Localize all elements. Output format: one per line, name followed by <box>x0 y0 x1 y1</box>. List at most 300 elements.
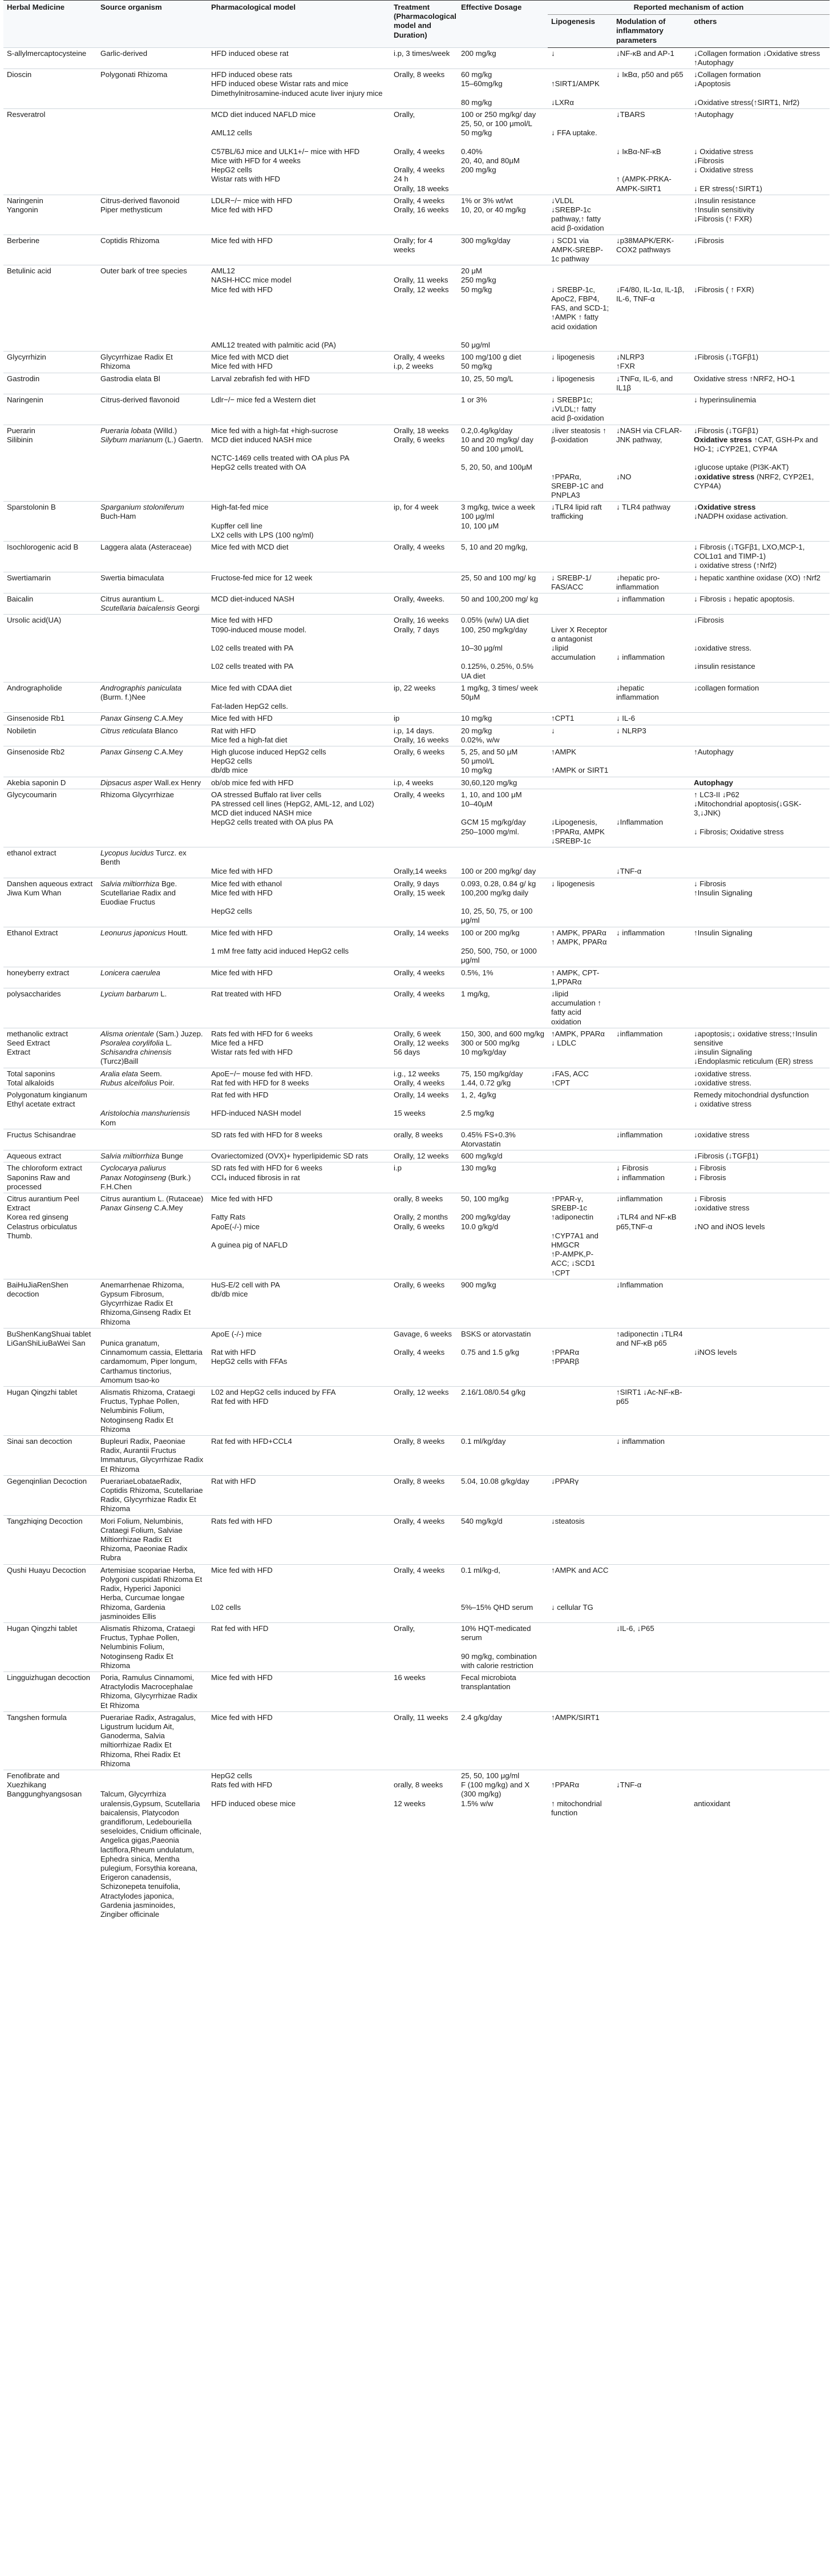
cell-source: Aralia elata Seem. Rubus alceifolius Poir. <box>97 1068 208 1089</box>
cell-others <box>690 1711 830 1770</box>
cell-treatment: Orally, 4 weeks i.p, 2 weeks <box>390 352 458 373</box>
cell-inflammatory: ↓TNF-α <box>613 847 690 878</box>
cell-others: ↓Collagen formation ↓Oxidative stress ↑Autophagy <box>690 47 830 68</box>
cell-medicine: Nobiletin <box>3 725 97 746</box>
cell-medicine: Gastrodin <box>3 373 97 394</box>
cell-dosage: 5, 25, and 50 μM 50 μmol/L 10 mg/kg <box>458 746 548 777</box>
cell-dosage: 20 mg/kg 0.02%, w/w <box>458 725 548 746</box>
cell-source: Panax Ginseng C.A.Mey <box>97 713 208 725</box>
table-row <box>3 1068 830 1089</box>
cell-source: Alismatis Rhizoma, Crataegi Fructus, Typhae Pollen, Nelumbinis Folium, Notoginseng Radix Et Rhizoma <box>97 1622 208 1671</box>
cell-source: Bupleuri Radix, Paeoniae Radix, Aurantii Fructus Immaturus, Glycyrrhizae Radix Et Rhizoma <box>97 1436 208 1476</box>
cell-source: Swertia bimaculata <box>97 572 208 593</box>
cell-model: Rat with HFD Mice fed a high-fat diet <box>208 725 390 746</box>
cell-medicine: Hugan Qingzhi tablet <box>3 1622 97 1671</box>
cell-source: Lycium barbarum L. <box>97 988 208 1028</box>
cell-medicine: Lingguizhugan decoction <box>3 1671 97 1711</box>
cell-model: Mice fed with HFD <box>208 713 390 725</box>
cell-medicine: Danshen aqueous extract Jiwa Kum Whan <box>3 878 97 927</box>
cell-medicine: Isochlorogenic acid B <box>3 541 97 572</box>
cell-lipogenesis: ↓ <box>548 725 613 746</box>
cell-treatment <box>390 394 458 425</box>
cell-inflammatory: ↓ inflammation <box>613 927 690 967</box>
cell-model: Mice fed with HFD <box>208 235 390 265</box>
cell-medicine: Tangshen formula <box>3 1711 97 1770</box>
cell-medicine: Tangzhiqing Decoction <box>3 1515 97 1564</box>
cell-inflammatory: ↓ IκBα, p50 and p65 <box>613 69 690 109</box>
cell-inflammatory <box>613 541 690 572</box>
cell-treatment: i.p, 3 times/week <box>390 47 458 68</box>
table-row <box>3 69 830 109</box>
cell-inflammatory: ↓inflammation ↓TLR4 and NF-κB p65,TNF-α <box>613 1193 690 1279</box>
cell-inflammatory <box>613 1564 690 1622</box>
cell-model: High glucose induced HepG2 cells HepG2 cells db/db mice <box>208 746 390 777</box>
cell-model: ApoE (-/-) mice Rat with HFD HepG2 cells with FFAs <box>208 1328 390 1386</box>
cell-dosage: 20 μM 250 mg/kg 50 mg/kg 50 μg/ml <box>458 265 548 352</box>
cell-treatment: 16 weeks <box>390 1671 458 1711</box>
cell-medicine: Citrus aurantium Peel Extract Korea red ginseng Celastrus orbiculatus Thumb. <box>3 1193 97 1279</box>
cell-lipogenesis <box>548 1279 613 1328</box>
cell-lipogenesis: ↓ SREBP-1c, ApoC2, FBP4, FAS, and SCD-1; ↑AMPK ↑ fatty acid oxidation <box>548 265 613 352</box>
cell-dosage: BSKS or atorvastatin 0.75 and 1.5 g/kg <box>458 1328 548 1386</box>
cell-inflammatory <box>613 1475 690 1515</box>
cell-medicine: Dioscin <box>3 69 97 109</box>
cell-others: ↓ Fibrosis (↓TGFβ1, LXO,MCP-1, COL1α1 and TIMP-1) ↓ oxidative stress (↑Nrf2) <box>690 541 830 572</box>
cell-source: Citrus-derived flavonoid <box>97 394 208 425</box>
cell-source <box>97 615 208 682</box>
cell-model: MCD diet-induced NASH <box>208 593 390 614</box>
cell-model: Mice fed with HFD L02 cells <box>208 1564 390 1622</box>
header-treatment: Treatment (Pharmacological model and Duration) <box>390 1 458 48</box>
cell-inflammatory: ↓p38MAPK/ERK-COX2 pathways <box>613 235 690 265</box>
cell-lipogenesis: ↓ <box>548 47 613 68</box>
cell-medicine: Sinai san decoction <box>3 1436 97 1476</box>
cell-model: Ldlr−/− mice fed a Western diet <box>208 394 390 425</box>
cell-inflammatory: ↑SIRT1 ↓Ac-NF-κB-p65 <box>613 1387 690 1436</box>
table-row <box>3 373 830 394</box>
cell-dosage: 50 and 100,200 mg/ kg <box>458 593 548 614</box>
cell-model: Mice fed with HFD <box>208 1671 390 1711</box>
cell-medicine: polysaccharides <box>3 988 97 1028</box>
cell-medicine: Fructus Schisandrae <box>3 1129 97 1150</box>
cell-dosage: 0.2,0.4g/kg/day 10 and 20 mg/kg/ day 50 and 100 μmol/L 5, 20, 50, and 100μM <box>458 425 548 502</box>
cell-others <box>690 1279 830 1328</box>
header-dosage: Effective Dosage <box>458 1 548 48</box>
table-row <box>3 1193 830 1279</box>
cell-lipogenesis: ↓ lipogenesis <box>548 878 613 927</box>
cell-lipogenesis: ↑ AMPK, PPARα ↑ AMPK, PPARα <box>548 927 613 967</box>
cell-source: Punica granatum, Cinnamomum cassia, Elettaria cardamomum, Piper longum, Carthamus tinctorius, Amomum tsao-ko <box>97 1328 208 1386</box>
cell-dosage: 60 mg/kg 15–60mg/kg 80 mg/kg <box>458 69 548 109</box>
cell-lipogenesis <box>548 1129 613 1150</box>
cell-model: Mice fed with HFD Fatty Rats ApoE(-/-) mice A guinea pig of NAFLD <box>208 1193 390 1279</box>
cell-model: Mice fed with ethanol Mice fed with HFD HepG2 cells <box>208 878 390 927</box>
cell-source: Gastrodia elata Bl <box>97 373 208 394</box>
cell-medicine: Qushi Huayu Decoction <box>3 1564 97 1622</box>
table-row <box>3 746 830 777</box>
cell-lipogenesis: ↑PPARα ↑PPARβ <box>548 1328 613 1386</box>
table-header <box>3 1 830 48</box>
table-row <box>3 265 830 352</box>
table-row <box>3 1671 830 1711</box>
header-model: Pharmacological model <box>208 1 390 48</box>
cell-inflammatory: ↓ IL-6 <box>613 713 690 725</box>
cell-others <box>690 967 830 988</box>
cell-inflammatory <box>613 1150 690 1162</box>
cell-inflammatory: ↑adiponectin ↓TLR4 and NF-κB p65 <box>613 1328 690 1386</box>
cell-dosage: 5.04, 10.08 g/kg/day <box>458 1475 548 1515</box>
header-lipogenesis: Lipogenesis <box>548 15 613 48</box>
cell-treatment: Orally, 4 weeks <box>390 1564 458 1622</box>
cell-model: Rat fed with HFD HFD-induced NASH model <box>208 1089 390 1129</box>
cell-others <box>690 1387 830 1436</box>
cell-lipogenesis: ↑AMPK/SIRT1 <box>548 1711 613 1770</box>
table-row <box>3 235 830 265</box>
cell-others: ↓oxidative stress <box>690 1129 830 1150</box>
cell-inflammatory <box>613 1711 690 1770</box>
cell-treatment: Orally, 16 weeks Orally, 7 days <box>390 615 458 682</box>
cell-medicine: Fenofibrate and Xuezhikang Banggunghyangsosan <box>3 1770 97 1920</box>
cell-model: Rats fed with HFD <box>208 1515 390 1564</box>
cell-source: Andrographis paniculata (Burm. f.)Nee <box>97 682 208 713</box>
cell-medicine: Resveratrol <box>3 109 97 195</box>
cell-inflammatory: ↓TNFα, IL-6, and IL1β <box>613 373 690 394</box>
cell-source: Salvia miltiorrhiza Bge. Scutellariae Radix and Euodiae Fructus <box>97 878 208 927</box>
cell-source: Coptidis Rhizoma <box>97 235 208 265</box>
cell-treatment: Orally, 6 weeks <box>390 1279 458 1328</box>
cell-inflammatory: ↓NLRP3 ↑FXR <box>613 352 690 373</box>
cell-source: Laggera alata (Asteraceae) <box>97 541 208 572</box>
cell-others: ↑Autophagy ↓ Oxidative stress ↓Fibrosis ↓ Oxidative stress ↓ ER stress(↑SIRT1) <box>690 109 830 195</box>
cell-others: Remedy mitochondrial dysfunction ↓ oxidative stress <box>690 1089 830 1129</box>
table-row <box>3 1436 830 1476</box>
cell-treatment: Orally, 6 week Orally, 12 weeks 56 days <box>390 1028 458 1068</box>
cell-source: Poria, Ramulus Cinnamomi, Atractylodis Macrocephalae Rhizoma, Glycyrrhizae Radix Et Rhizoma <box>97 1671 208 1711</box>
table-row <box>3 109 830 195</box>
cell-model: HFD induced obese rats HFD induced obese Wistar rats and mice Dimethylnitrosamine-induced acute liver injury mice <box>208 69 390 109</box>
cell-treatment: Orally, 12 weeks <box>390 1387 458 1436</box>
cell-lipogenesis <box>548 1387 613 1436</box>
cell-treatment: i.p, 14 days. Orally, 16 weeks <box>390 725 458 746</box>
header-medicine: Herbal Medicine <box>3 1 97 48</box>
cell-inflammatory: ↓ TLR4 pathway <box>613 502 690 542</box>
table-row <box>3 394 830 425</box>
cell-lipogenesis: ↑AMPK and ACC ↓ cellular TG <box>548 1564 613 1622</box>
cell-others: ↓oxidative stress. ↓oxidative stress. <box>690 1068 830 1089</box>
cell-lipogenesis <box>548 1150 613 1162</box>
cell-model: Ovariectomized (OVX)+ hyperlipidemic SD rats <box>208 1150 390 1162</box>
table-row <box>3 47 830 68</box>
cell-source: Dipsacus asper Wall.ex Henry <box>97 777 208 789</box>
cell-medicine: Baicalin <box>3 593 97 614</box>
cell-medicine: Total saponins Total alkaloids <box>3 1068 97 1089</box>
cell-dosage: 100 or 250 mg/kg/ day 25, 50, or 100 μmol/L 50 mg/kg 0.40% 20, 40, and 80μM 200 mg/kg <box>458 109 548 195</box>
cell-treatment: Orally, 4 weeks <box>390 789 458 847</box>
table-row <box>3 1387 830 1436</box>
cell-dosage: 100 or 200 mg/kg/ day <box>458 847 548 878</box>
cell-treatment <box>390 373 458 394</box>
cell-dosage: 300 mg/kg/day <box>458 235 548 265</box>
cell-source: Leonurus japonicus Houtt. <box>97 927 208 967</box>
cell-medicine: Ginsenoside Rb2 <box>3 746 97 777</box>
cell-lipogenesis: ↑ AMPK, CPT-1,PPARα <box>548 967 613 988</box>
cell-inflammatory <box>613 777 690 789</box>
table-row <box>3 713 830 725</box>
cell-inflammatory: ↓ Fibrosis ↓ inflammation <box>613 1162 690 1193</box>
header-source: Source organism <box>97 1 208 48</box>
cell-others <box>690 1622 830 1671</box>
cell-others <box>690 1671 830 1711</box>
cell-treatment: ip <box>390 713 458 725</box>
cell-others: ↓Collagen formation ↓Apoptosis ↓Oxidative stress(↑SIRT1, Nrf2) <box>690 69 830 109</box>
cell-others: Oxidative stress ↑NRF2, HO-1 <box>690 373 830 394</box>
cell-model: AML12 NASH-HCC mice model Mice fed with HFD AML12 treated with palmitic acid (PA) <box>208 265 390 352</box>
cell-source: Mori Folium, Nelumbinis, Crataegi Folium, Salviae Miltiorrhizae Radix Et Rhizoma, Paeoniae Radix Rubra <box>97 1515 208 1564</box>
cell-model: Mice fed with MCD diet <box>208 541 390 572</box>
cell-lipogenesis <box>548 1671 613 1711</box>
cell-source: Citrus reticulata Blanco <box>97 725 208 746</box>
table-row <box>3 1028 830 1068</box>
cell-others: antioxidant <box>690 1770 830 1920</box>
cell-others: ↓Fibrosis ↓oxidative stress. ↓insulin resistance <box>690 615 830 682</box>
cell-treatment: i.g., 12 weeks Orally, 4 weeks <box>390 1068 458 1089</box>
table-row <box>3 541 830 572</box>
cell-dosage: 10 mg/kg <box>458 713 548 725</box>
cell-lipogenesis: ↓ lipogenesis <box>548 352 613 373</box>
cell-treatment: Orally; for 4 weeks <box>390 235 458 265</box>
cell-dosage: 1 or 3% <box>458 394 548 425</box>
cell-treatment: orally, 8 weeks 12 weeks <box>390 1770 458 1920</box>
cell-dosage: 0.093, 0.28, 0.84 g/ kg 100,200 mg/kg daily 10, 25, 50, 75, or 100 μg/ml <box>458 878 548 927</box>
cell-model: HepG2 cells Rats fed with HFD HFD induced obese mice <box>208 1770 390 1920</box>
cell-model: SD rats fed with HFD for 6 weeks CCl₄ induced fibrosis in rat <box>208 1162 390 1193</box>
cell-dosage: Fecal microbiota transplantation <box>458 1671 548 1711</box>
cell-inflammatory <box>613 1089 690 1129</box>
cell-medicine: Sparstolonin B <box>3 502 97 542</box>
cell-model: Mice fed with MCD diet Mice fed with HFD <box>208 352 390 373</box>
cell-inflammatory: ↓TNF-α <box>613 1770 690 1920</box>
cell-model: Mice fed with CDAA diet Fat-laden HepG2 cells. <box>208 682 390 713</box>
header-others: others <box>690 15 830 48</box>
cell-model: HuS-E/2 cell with PA db/db mice <box>208 1279 390 1328</box>
table-row <box>3 1711 830 1770</box>
table-row <box>3 195 830 235</box>
cell-others: ↑ LC3-II ↓P62 ↓Mitochondrial apoptosis(↓GSK-3,↓JNK) ↓ Fibrosis; Oxidative stress <box>690 789 830 847</box>
cell-others: ↓Fibrosis (↓TGFβ1) <box>690 1150 830 1162</box>
cell-dosage: 900 mg/kg <box>458 1279 548 1328</box>
cell-medicine: Betulinic acid <box>3 265 97 352</box>
cell-treatment: Orally, 8 weeks <box>390 69 458 109</box>
table-row <box>3 1328 830 1386</box>
cell-medicine: Aqueous extract <box>3 1150 97 1162</box>
header-mechanism: Reported mechanism of action <box>548 1 830 15</box>
cell-inflammatory: ↓ inflammation <box>613 593 690 614</box>
cell-inflammatory: ↓inflammation <box>613 1028 690 1068</box>
cell-inflammatory <box>613 967 690 988</box>
cell-inflammatory: ↓TBARS ↓ IκBα-NF-κB ↑ (AMPK-PRKA-AMPK-SIRT1 <box>613 109 690 195</box>
cell-treatment: Orally, 6 weeks <box>390 746 458 777</box>
table-row <box>3 682 830 713</box>
cell-inflammatory <box>613 988 690 1028</box>
cell-source: Aristolochia manshuriensis Kom <box>97 1089 208 1129</box>
cell-treatment: Orally, 18 weeks Orally, 6 weeks <box>390 425 458 502</box>
cell-source: Panax Ginseng C.A.Mey <box>97 746 208 777</box>
cell-inflammatory <box>613 195 690 235</box>
cell-treatment: Orally, 8 weeks <box>390 1475 458 1515</box>
table-row <box>3 593 830 614</box>
cell-dosage: 150, 300, and 600 mg/kg 300 or 500 mg/kg 10 mg/kg/day <box>458 1028 548 1068</box>
table-row <box>3 847 830 878</box>
cell-inflammatory: ↓ inflammation <box>613 615 690 682</box>
table-row <box>3 1162 830 1193</box>
table-row <box>3 1515 830 1564</box>
cell-medicine: Naringenin <box>3 394 97 425</box>
cell-model: L02 and HepG2 cells induced by FFA Rat fed with HFD <box>208 1387 390 1436</box>
cell-inflammatory: ↓hepatic inflammation <box>613 682 690 713</box>
cell-others: Autophagy <box>690 777 830 789</box>
cell-others: ↓Fibrosis <box>690 235 830 265</box>
cell-inflammatory <box>613 878 690 927</box>
cell-dosage: 0.1 ml/kg/day <box>458 1436 548 1476</box>
cell-others <box>690 847 830 878</box>
cell-treatment: Orally, <box>390 1622 458 1671</box>
table-row <box>3 1279 830 1328</box>
cell-others: ↓Fibrosis (↓TGFβ1) Oxidative stress ↑CAT, GSH-Px and HO-1; ↓CYP2E1, CYP4A ↓glucose uptake (PI3K-AKT) ↓oxidative stress (NRF2, CYP2E1, CYP4A) <box>690 425 830 502</box>
cell-model: Mice fed with a high-fat +high-sucrose MCD diet induced NASH mice NCTC-1469 cells treated with OA plus PA HepG2 cells treated with OA <box>208 425 390 502</box>
cell-lipogenesis <box>548 1089 613 1129</box>
cell-lipogenesis: ↓TLR4 lipid raft trafficking <box>548 502 613 542</box>
cell-medicine: BuShenKangShuai tablet LiGanShiLiuBaWei San <box>3 1328 97 1386</box>
cell-dosage: 2.4 g/kg/day <box>458 1711 548 1770</box>
cell-medicine: methanolic extract Seed Extract Extract <box>3 1028 97 1068</box>
cell-medicine: BaiHuJiaRenShen decoction <box>3 1279 97 1328</box>
cell-medicine: Ginsenoside Rb1 <box>3 713 97 725</box>
herbal-medicine-table <box>3 0 830 1920</box>
cell-others: ↓Insulin resistance ↑Insulin sensitivity ↓Fibrosis (↑ FXR) <box>690 195 830 235</box>
cell-medicine: Andrographolide <box>3 682 97 713</box>
cell-dosage: 1% or 3% wt/wt 10, 20, or 40 mg/kg <box>458 195 548 235</box>
cell-medicine: ethanol extract <box>3 847 97 878</box>
cell-model: Rat fed with HFD <box>208 1622 390 1671</box>
cell-source: Alisma orientale (Sam.) Juzep. Psoralea corylifolia L. Schisandra chinensis (Turcz)Baill <box>97 1028 208 1068</box>
cell-others: ↓ Fibrosis ↓oxidative stress ↓NO and iNOS levels <box>690 1193 830 1279</box>
cell-lipogenesis: Liver X Receptor α antagonist ↓lipid accumulation <box>548 615 613 682</box>
cell-lipogenesis <box>548 1622 613 1671</box>
cell-source: Lonicera caerulea <box>97 967 208 988</box>
cell-model: ApoE−/− mouse fed with HFD. Rat fed with HFD for 8 weeks <box>208 1068 390 1089</box>
cell-treatment: Orally, 4 weeks <box>390 541 458 572</box>
cell-treatment: Orally, 14 weeks <box>390 927 458 967</box>
cell-model: Fructose-fed mice for 12 week <box>208 572 390 593</box>
cell-others: ↓Oxidative stress ↓NADPH oxidase activation. <box>690 502 830 542</box>
cell-dosage: 0.1 ml/kg-d, 5%–15% QHD serum <box>458 1564 548 1622</box>
cell-inflammatory <box>613 1671 690 1711</box>
cell-model: Rat with HFD <box>208 1475 390 1515</box>
cell-treatment: Orally, 4 weeks Orally, 16 weeks <box>390 195 458 235</box>
cell-dosage: 100 mg/100 g diet 50 mg/kg <box>458 352 548 373</box>
cell-treatment: Orally, 11 weeks Orally, 12 weeks <box>390 265 458 352</box>
cell-dosage: 25, 50 and 100 mg/ kg <box>458 572 548 593</box>
cell-treatment: Orally, 4 weeks <box>390 967 458 988</box>
table-row <box>3 789 830 847</box>
cell-others <box>690 988 830 1028</box>
cell-model: ob/ob mice fed with HFD <box>208 777 390 789</box>
cell-inflammatory: ↓ NLRP3 <box>613 725 690 746</box>
header-inflammatory: Modulation of inflammatory parameters <box>613 15 690 48</box>
cell-lipogenesis <box>548 541 613 572</box>
cell-dosage: 50, 100 mg/kg 200 mg/kg/day 10.0 g/kg/d <box>458 1193 548 1279</box>
cell-inflammatory: ↓Inflammation <box>613 789 690 847</box>
cell-source: Lycopus lucidus Turcz. ex Benth <box>97 847 208 878</box>
cell-source: Citrus aurantium L. (Rutaceae) Panax Ginseng C.A.Mey <box>97 1193 208 1279</box>
cell-medicine: Glycycoumarin <box>3 789 97 847</box>
cell-lipogenesis: ↓liver steatosis ↑ β-oxidation ↑PPARα, SREBP-1C and PNPLA3 <box>548 425 613 502</box>
cell-model: SD rats fed with HFD for 8 weeks <box>208 1129 390 1150</box>
table-row <box>3 967 830 988</box>
cell-source: Sparganium stoloniferum Buch-Ham <box>97 502 208 542</box>
cell-treatment: Orally,14 weeks <box>390 847 458 878</box>
cell-dosage: 10, 25, 50 mg/L <box>458 373 548 394</box>
cell-medicine: Berberine <box>3 235 97 265</box>
cell-dosage: 0.45% FS+0.3% Atorvastatin <box>458 1129 548 1150</box>
cell-dosage: 200 mg/kg <box>458 47 548 68</box>
cell-treatment: Orally, 12 weeks <box>390 1150 458 1162</box>
cell-source: Pueraria lobata (Willd.) Silybum marianum (L.) Gaertn. <box>97 425 208 502</box>
cell-dosage: 1 mg/kg, 3 times/ week 50μM <box>458 682 548 713</box>
cell-dosage: 1 mg/kg, <box>458 988 548 1028</box>
cell-model: Mice fed with HFD 1 mM free fatty acid induced HepG2 cells <box>208 927 390 967</box>
cell-lipogenesis: ↓VLDL ↓SREBP-1c pathway,↑ fatty acid β-oxidation <box>548 195 613 235</box>
cell-dosage: 75, 150 mg/kg/day 1.44, 0.72 g/kg <box>458 1068 548 1089</box>
cell-dosage: 3 mg/kg, twice a week 100 μg/ml 10, 100 μM <box>458 502 548 542</box>
cell-lipogenesis: ↑AMPK, PPARα ↓ LDLC <box>548 1028 613 1068</box>
cell-inflammatory <box>613 746 690 777</box>
cell-source: Citrus aurantium L. Scutellaria baicalensis Georgi <box>97 593 208 614</box>
cell-others: ↓iNOS levels <box>690 1328 830 1386</box>
cell-source: Polygonati Rhizoma <box>97 69 208 109</box>
cell-others <box>690 1475 830 1515</box>
cell-treatment: orally, 8 weeks <box>390 1129 458 1150</box>
cell-medicine: Ursolic acid(UA) <box>3 615 97 682</box>
cell-model: Larval zebrafish fed with HFD <box>208 373 390 394</box>
cell-medicine: Polygonatum kingianum Ethyl acetate extract <box>3 1089 97 1129</box>
cell-others: ↓ hyperinsulinemia <box>690 394 830 425</box>
cell-medicine: Naringenin Yangonin <box>3 195 97 235</box>
cell-medicine: The chloroform extract Saponins Raw and processed <box>3 1162 97 1193</box>
table-row <box>3 425 830 502</box>
table-row <box>3 988 830 1028</box>
cell-model: Mice fed with HFD <box>208 847 390 878</box>
cell-lipogenesis: ↓FAS, ACC ↑CPT <box>548 1068 613 1089</box>
cell-dosage: 130 mg/kg <box>458 1162 548 1193</box>
cell-lipogenesis <box>548 847 613 878</box>
cell-model: OA stressed Buffalo rat liver cells PA stressed cell lines (HepG2, AML-12, and L02) MCD diet induced NASH mice HepG2 cells treated with OA plus PA <box>208 789 390 847</box>
cell-lipogenesis: ↑PPAR-γ, SREBP-1c ↑adiponectin ↑CYP7A1 and HMGCR ↑P-AMPK,P-ACC; ↓SCD1 ↑CPT <box>548 1193 613 1279</box>
cell-lipogenesis <box>548 777 613 789</box>
cell-dosage: 100 or 200 mg/kg 250, 500, 750, or 1000 μg/ml <box>458 927 548 967</box>
table-row <box>3 1475 830 1515</box>
cell-others <box>690 725 830 746</box>
cell-lipogenesis: ↑PPARα ↑ mitochondrial function <box>548 1770 613 1920</box>
cell-inflammatory: ↓IL-6, ↓P65 <box>613 1622 690 1671</box>
table-row <box>3 572 830 593</box>
cell-inflammatory <box>613 1068 690 1089</box>
cell-source: Salvia miltiorrhiza Bunge <box>97 1150 208 1162</box>
cell-model: LDLR−/− mice with HFD Mice fed with HFD <box>208 195 390 235</box>
cell-source: Garlic-derived <box>97 47 208 68</box>
cell-treatment: Orally, 4 weeks <box>390 1515 458 1564</box>
cell-medicine: Gegenqinlian Decoction <box>3 1475 97 1515</box>
